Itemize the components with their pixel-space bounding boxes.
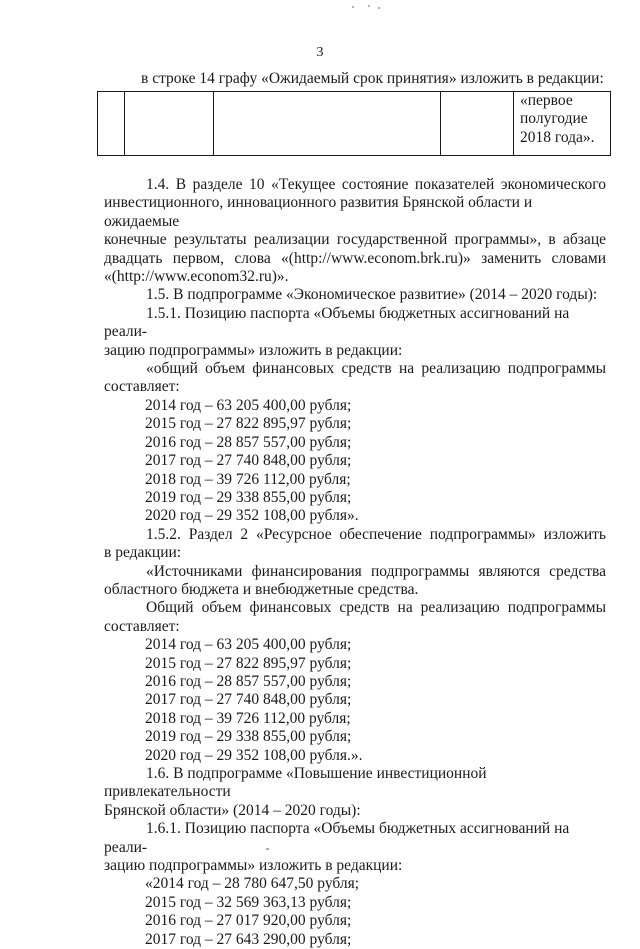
paragraph-line: составляет: xyxy=(104,378,180,396)
paragraph-line: в редакции: xyxy=(104,544,182,562)
paragraph-line: «(http://www.econom32.ru)». xyxy=(104,268,289,286)
list-item: «2014 год – 28 780 647,50 рубля; xyxy=(145,875,360,893)
paragraph-line: зацию подпрограммы» изложить в редакции: xyxy=(104,341,403,359)
paragraph-line: «Источниками финансирования подпрограммы являются средства xyxy=(146,562,606,580)
scan-speck xyxy=(368,5,370,7)
table-cell xyxy=(214,92,441,156)
amendment-table xyxy=(97,91,611,156)
paragraph-line: областного бюджета и внебюджетные средства. xyxy=(104,580,419,598)
list-item: 2019 год – 29 338 855,00 рубля; xyxy=(145,488,352,506)
intro-line: в строке 14 графу «Ожидаемый срок принятия» изложить в редакции: xyxy=(141,70,604,87)
paragraph-line: 1.5.2. Раздел 2 «Ресурсное обеспечение подпрограммы» изложить xyxy=(146,525,606,543)
table-row xyxy=(98,92,611,156)
paragraph-line: Общий объем финансовых средств на реализацию подпрограммы xyxy=(146,599,606,617)
paragraph-line: двадцать первом, слова «(http://www.econom.brk.ru)» заменить словами xyxy=(104,249,606,267)
paragraph-line: 1.4. В разделе 10 «Текущее состояние показателей экономического xyxy=(146,176,606,193)
cell-line: полугодие xyxy=(520,110,588,128)
list-item: 2014 год – 63 205 400,00 рубля; xyxy=(145,396,352,414)
paragraph-line: Брянской области» (2014 – 2020 годы): xyxy=(104,801,361,819)
paragraph-line: «общий объем финансовых средств на реализацию подпрограммы xyxy=(146,360,606,378)
list-item: 2015 год – 27 822 895,97 рубля; xyxy=(145,415,352,433)
table-cell xyxy=(441,92,514,156)
list-item: 2016 год – 27 017 920,00 рубля; xyxy=(145,912,352,930)
paragraph-line: 1.6. В подпрограмме «Повышение инвестиционной привлекательности xyxy=(104,765,487,801)
list-item: 2017 год – 27 643 290,00 рубля; xyxy=(145,930,352,948)
paragraph-line: 1.5.1. Позицию паспорта «Объемы бюджетных ассигнований на реали- xyxy=(104,304,570,341)
paragraph-line: 1.5. В подпрограмме «Экономическое развитие» (2014 – 2020 годы): xyxy=(146,286,598,304)
table-cell-expected-term xyxy=(514,92,611,156)
cell-line: «первое xyxy=(520,92,573,109)
list-item: 2018 год – 39 726 112,00 рубля; xyxy=(145,470,351,488)
cell-line: 2018 года». xyxy=(520,128,595,146)
list-item: 2014 год – 63 205 400,00 рубля; xyxy=(145,636,352,654)
list-item: 2020 год – 29 352 108,00 рубля.». xyxy=(145,746,363,764)
list-item: 2015 год – 32 569 363,13 рубля; xyxy=(145,893,352,911)
paragraph-line: конечные результаты реализации государственной программы», в абзаце xyxy=(104,231,606,249)
document-body xyxy=(104,176,606,949)
paragraph-line: 1.6.1. Позицию паспорта «Объемы бюджетных ассигнований на реали- xyxy=(104,820,570,856)
page-number: 3 xyxy=(316,45,324,60)
table-cell xyxy=(98,92,125,156)
list-item: 2018 год – 39 726 112,00 рубля; xyxy=(145,709,351,727)
list-item: 2016 год – 28 857 557,00 рубля; xyxy=(145,433,352,451)
table-cell xyxy=(125,92,214,156)
paragraph-line: инвестиционного, инновационного развития Брянской области и ожидаемые xyxy=(104,194,533,230)
paragraph-line: зацию подпрограммы» изложить в редакции: xyxy=(104,857,403,875)
scan-speck xyxy=(352,6,354,8)
paragraph-line: составляет: xyxy=(104,617,180,635)
list-item: 2020 год – 29 352 108,00 рубля». xyxy=(145,507,359,525)
scan-speck xyxy=(378,7,380,9)
list-item: 2017 год – 27 740 848,00 рубля; xyxy=(145,452,352,470)
list-item: 2017 год – 27 740 848,00 рубля; xyxy=(145,691,352,709)
list-item: 2019 год – 29 338 855,00 рубля; xyxy=(145,728,352,746)
list-item: 2015 год – 27 822 895,97 рубля; xyxy=(145,654,352,672)
list-item: 2016 год – 28 857 557,00 рубля; xyxy=(145,672,352,690)
